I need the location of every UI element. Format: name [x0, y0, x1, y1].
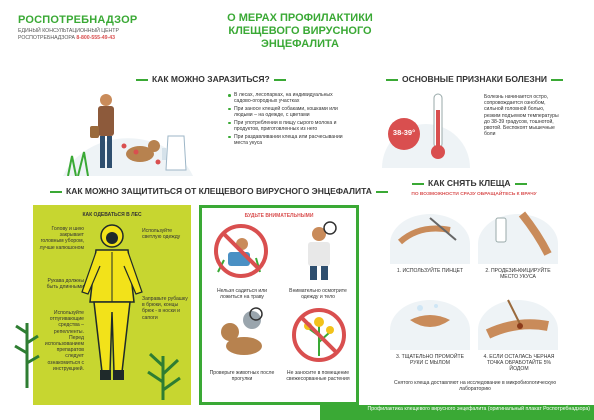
brand-name: РОСПОТРЕБНАДЗОР — [18, 14, 138, 26]
hotline-phone: 8-800-555-49-43 — [76, 34, 116, 41]
remove-step-4: 4. ЕСЛИ ОСТАЛАСЬ ЧЕРНАЯ ТОЧКА ОБРАБОТАЙТЕ 5% ЙОДОМ — [483, 354, 555, 373]
dog-icon — [221, 323, 239, 341]
bush-icon — [140, 346, 186, 400]
list-item: При употреблении в пищу сырого молока и продуктов, приготовленных из него — [228, 120, 346, 132]
page-title — [190, 12, 410, 51]
boot-icon — [100, 370, 111, 380]
no-sitting-icon — [212, 222, 270, 280]
list-item: При раздавливании клеща или расчесывании места укуса — [228, 134, 346, 146]
protective-suit-illustration — [80, 222, 144, 382]
remove-note: ПО ВОЗМОЖНОСТИ СРАЗУ ОБРАЩАЙТЕСЬ К ВРАЧУ — [411, 192, 537, 197]
bag-icon — [90, 126, 99, 138]
list-item: При заносе клещей собаками, кошками или людьми – на одежде, с цветами — [228, 106, 346, 118]
remove-title: КАК СНЯТЬ КЛЕЩА — [408, 178, 531, 188]
attention-tip-4: Не заносите в помещение свежесорванные растения — [286, 370, 350, 383]
title-line1: О МЕРАХ ПРОФИЛАКТИКИ — [227, 12, 373, 24]
tick-marker-icon — [134, 150, 139, 155]
fern-icon — [12, 318, 42, 388]
man-body-icon — [98, 106, 114, 136]
attention-title: БУДЬТЕ ВНИМАТЕЛЬНЫМИ — [244, 213, 314, 219]
brand-line2: РОСПОТРЕБНАДЗОРА — [18, 34, 75, 41]
infection-illustration — [58, 86, 198, 176]
dress-tip-5: Заправьте рубашку в брюки, концы брюк - в носки и сапоги — [142, 296, 188, 321]
dress-tip-3: Используйте отпугивающие средства – репелленты. Перед использованием препаратов следует ознакомиться с инструкцией. — [44, 310, 84, 372]
footer-text: Профилактика клещевого вирусного энцефалита (оригинальный плакат Роспотребнадзора) — [367, 406, 590, 412]
dress-tip-1: Голову и шею закрывает головным убором, лучше капюшоном — [39, 226, 84, 251]
list-item: В лесах, лесопарках, на индивидуальных садово-огородных участках — [228, 92, 346, 104]
magnifier-icon — [324, 222, 336, 234]
dress-tip-4: Используйте светлую одежду — [142, 228, 181, 241]
brand-line1: ЕДИНЫЙ КОНСУЛЬТАЦИОННЫЙ ЦЕНТР — [18, 28, 119, 34]
inspect-body-icon — [294, 220, 344, 282]
infection-bullets — [228, 92, 346, 148]
no-flowers-icon — [290, 306, 348, 364]
infection-title: КАК МОЖНО ЗАРАЗИТЬСЯ? — [132, 74, 290, 84]
spray-bottle-icon — [496, 218, 506, 242]
title-line2: КЛЕЩЕВОГО ВИРУСНОГО ЭНЦЕФАЛИТА — [228, 25, 372, 50]
symptoms-text: Болезнь начинается остро, сопровождается ознобом, сильной головной болью, резким подъемом температуры до 38-39 градусов, тошнотой, рвотой. Беспокоят мышечные боли — [484, 94, 559, 138]
temperature-label: 38-39° — [392, 128, 416, 137]
protect-title: КАК МОЖНО ЗАЩИТИТЬСЯ ОТ КЛЕЩЕВОГО ВИРУСНОГО ЭНЦЕФАЛИТА — [46, 186, 392, 196]
remove-step-1: 1. ИСПОЛЬЗУЙТЕ ПИНЦЕТ — [396, 268, 464, 274]
attention-tip-1: Нельзя садиться или ложиться на траву — [216, 288, 268, 301]
tweezers-step-icon — [390, 204, 470, 264]
attention-tip-3: Проверьте животных после прогулки — [209, 370, 275, 383]
brand-subtitle — [18, 28, 158, 41]
check-pets-icon — [216, 306, 270, 362]
trousers-icon — [94, 302, 130, 372]
dress-title: КАК ОДЕВАТЬСЯ В ЛЕС — [82, 212, 142, 218]
symptoms-title: ОСНОВНЫЕ ПРИЗНАКИ БОЛЕЗНИ — [382, 74, 567, 84]
wash-hands-step-icon — [390, 290, 470, 350]
man-head-icon — [100, 94, 112, 106]
dress-tip-2: Рукава должны быть длинными — [46, 278, 84, 291]
remove-step-2: 2. ПРОДЕЗИНФИЦИРУЙТЕ МЕСТО УКУСА — [485, 268, 551, 281]
disinfect-step-icon — [478, 204, 558, 264]
remove-step-3: 3. ТЩАТЕЛЬНО ПРОМОЙТЕ РУКИ С МЫЛОМ — [395, 354, 465, 367]
attention-tip-2: Внимательно осмотрите одежду и тело — [289, 288, 347, 301]
remove-footnote: Снятого клеща доставляют на исследование в микробиологическую лабораторию — [393, 380, 557, 393]
iodine-step-icon — [478, 290, 558, 350]
milk-jug-icon — [166, 136, 186, 170]
